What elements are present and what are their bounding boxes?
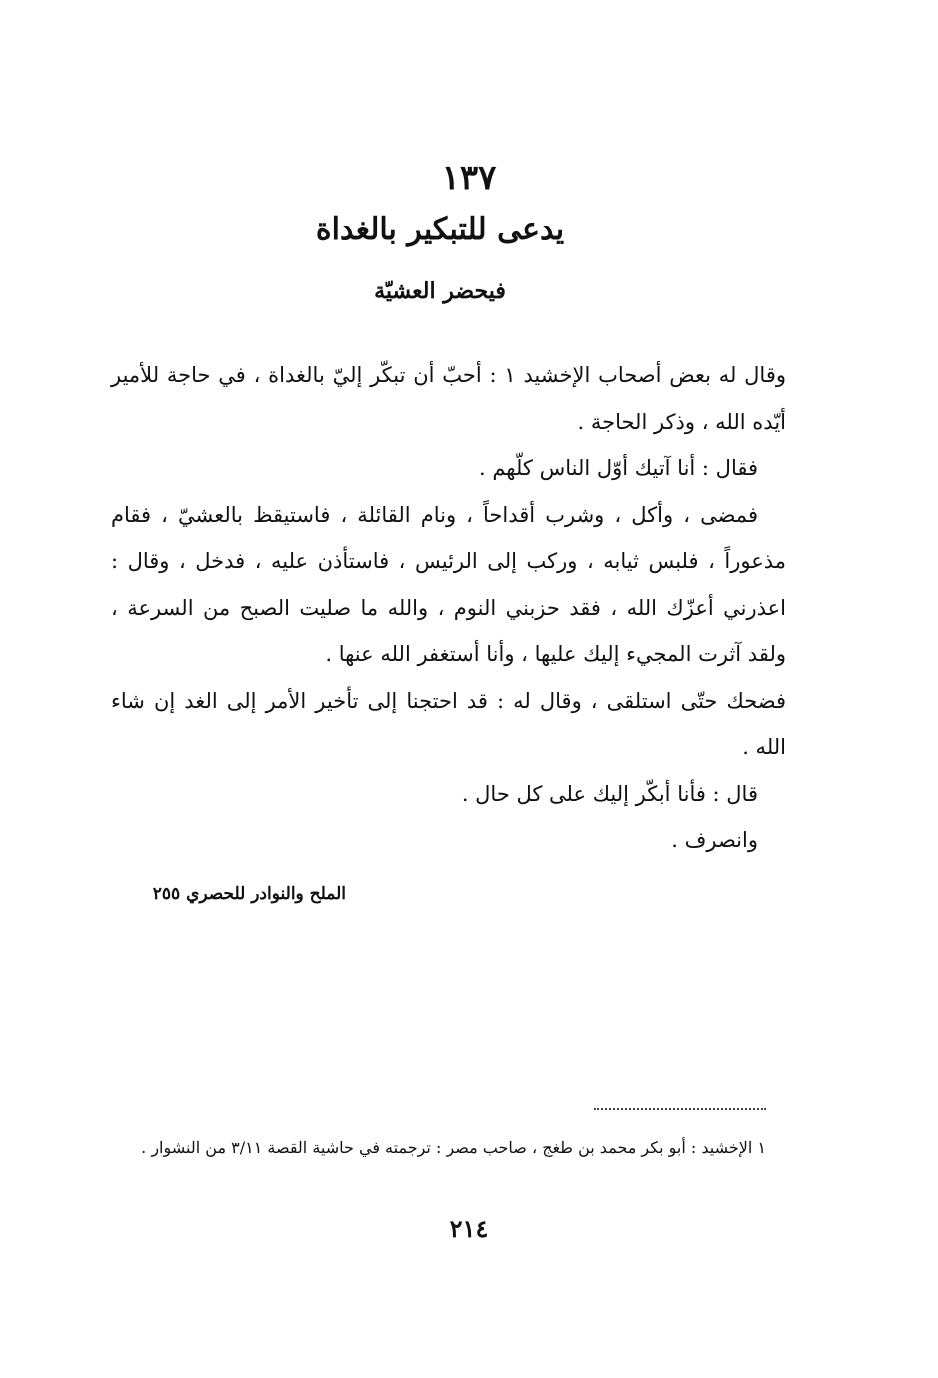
footnote-divider [594,1108,766,1110]
paragraph-6: وانصرف . [671,828,758,852]
story-body [111,352,786,864]
footnote: ١ الإخشيد : أبو بكر محمد بن طغج ، صاحب مصر : ترجمته في حاشية القصة ٣/١١ من النشوار . [141,1138,766,1157]
paragraph-5: قال : فأنا أبكّر إليك على كل حال . [461,781,758,806]
page-number: ٢١٤ [449,1214,489,1243]
paragraph-4: فضحك حتّى استلقى ، وقال له : قد احتجنا إلى تأخير الأمر إلى الغد إن شاء الله . [111,688,786,759]
paragraph-3: فمضى ، وأكل ، وشرب أقداحاً ، ونام القائلة ، فاستيقظ بالعشيّ ، فقام مذعوراً ، فلبس ثيابه ، وركب إلى الرئيس ، فاستأذن عليه ، فدخل ، وقال : اعذرني أعزّك الله ، فقد حزبني النوم ، والله ما صليت الصبح من السرعة ، ولقد آثرت المجيء إليك عليها ، وأنا أستغفر الله عنها . [111,502,786,666]
paragraph-2: فقال : أنا آتيك أوّل الناس كلّهم . [478,456,758,480]
story-title: يدعى للتبكير بالغداة [315,212,565,247]
source-citation: الملح والنوادر للحصري ٢٥٥ [152,884,346,904]
story-subtitle: فيحضر العشيّة [374,278,506,304]
paragraph-1: وقال له بعض أصحاب الإخشيد ١ : أحبّ أن تبكّر إليّ بالغداة ، في حاجة للأمير أيّده الله ، وذكر الحاجة . [111,363,786,434]
story-number: ١٣٧ [441,158,497,198]
